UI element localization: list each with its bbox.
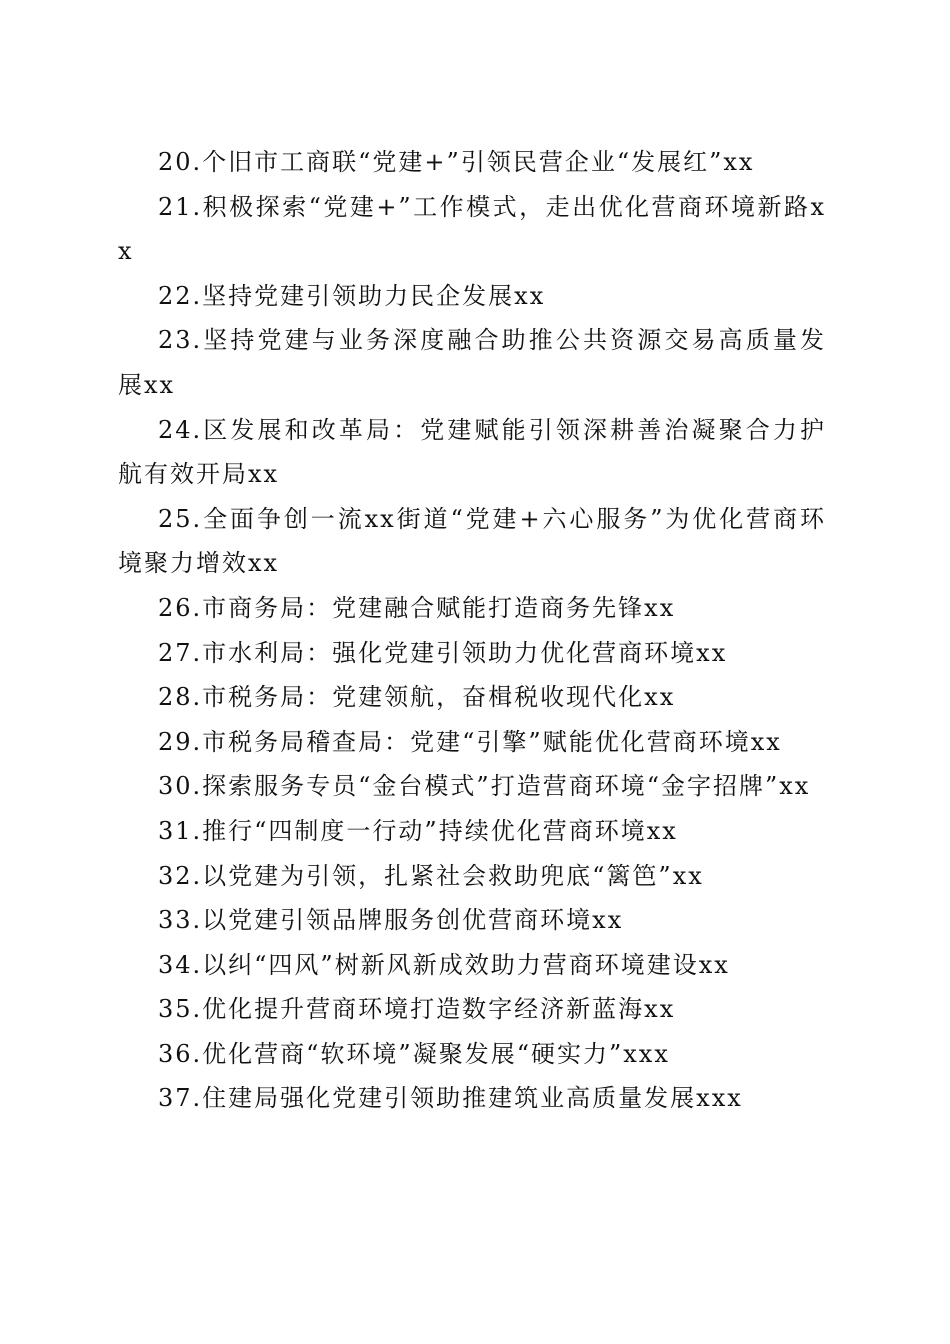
list-item: 34.以纠“四风”树新风新成效助力营商环境建设xx [158,950,730,979]
list-item: 37.住建局强化党建引领助推建筑业高质量发展xxx [158,1084,743,1113]
list-item: 25.全面争创一流xx街道“党建+六心服务”为优化营商环境聚力增效xx [118,504,826,578]
list-item: 22.坚持党建引领助力民企发展xx [158,281,546,310]
list-item: 36.优化营商“软环境”凝聚发展“硬实力”xxx [158,1039,670,1068]
list-item: 30.探索服务专员“金台模式”打造营商环境“金字招牌”xx [158,772,811,801]
list-item: 24.区发展和改革局：党建赋能引领深耕善治凝聚合力护航有效开局xx [118,415,826,489]
list-item: 32.以党建为引领，扎紧社会救助兜底“篱笆”xx [158,861,704,890]
list-item: 28.市税务局：党建领航，奋楫税收现代化xx [158,683,676,712]
list-item: 26.市商务局：党建融合赋能打造商务先锋xx [158,593,676,622]
document-page [118,140,826,1121]
list-item: 29.市税务局稽查局：党建“引擎”赋能优化营商环境xx [158,727,782,756]
list-item: 20.个旧市工商联“党建+”引领民营企业“发展红”xx [158,148,755,176]
list-item: 23.坚持党建与业务深度融合助推公共资源交易高质量发展xx [118,326,826,399]
list-item: 35.优化提升营商环境打造数字经济新蓝海xx [158,995,676,1024]
list-item: 33.以党建引领品牌服务创优营商环境xx [158,906,624,935]
list-item: 27.市水利局：强化党建引领助力优化营商环境xx [158,638,728,667]
list-item: 21.积极探索“党建+”工作模式，走出优化营商环境新路xx [118,192,826,266]
list-item: 31.推行“四制度一行动”持续优化营商环境xx [158,816,678,845]
